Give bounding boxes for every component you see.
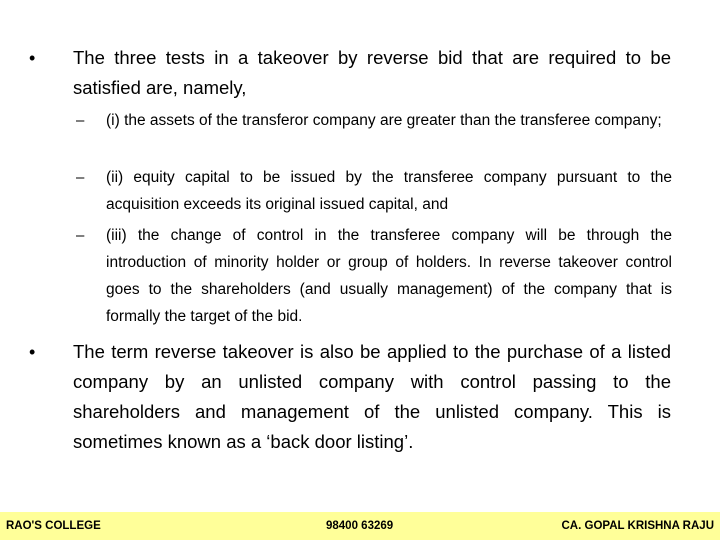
sub-item-equity-capital-test: (ii) equity capital to be issued by the transferee company pursuant to the acquisition exceeds its original issued capital, and — [106, 169, 672, 213]
footer-author-name: CA. GOPAL KRISHNA RAJU — [561, 520, 714, 532]
bullet-marker: • — [29, 342, 36, 362]
bullet-text-back-door-listing: The term reverse takeover is also be applied to the purchase of a listed company by an unlisted company with control passing to the shareholders and management of the unlisted company. This is sometimes known as a ‘back door listing’. — [73, 341, 671, 452]
bullet-marker: • — [29, 48, 36, 68]
sub-item-change-of-control-test: (iii) the change of control in the transferee company will be through the introduction of minority holder or group of holders. In reverse takeover control goes to the shareholders (and usually management) of the company that is formally the target of the bid. — [106, 227, 672, 325]
footer-college-name: RAO'S COLLEGE — [6, 520, 101, 532]
sub-bullet-marker: – — [76, 169, 85, 186]
sub-bullet-marker: – — [76, 227, 85, 244]
sub-bullet-marker: – — [76, 112, 85, 129]
footer-bar — [0, 512, 720, 540]
sub-item-assets-test: (i) the assets of the transferor company are greater than the transferee company; — [106, 112, 662, 129]
footer-phone-number: 98400 63269 — [326, 520, 394, 532]
bullet-text-reverse-bid-tests: The three tests in a takeover by reverse bid that are required to be satisfied are, namely, — [73, 47, 671, 98]
